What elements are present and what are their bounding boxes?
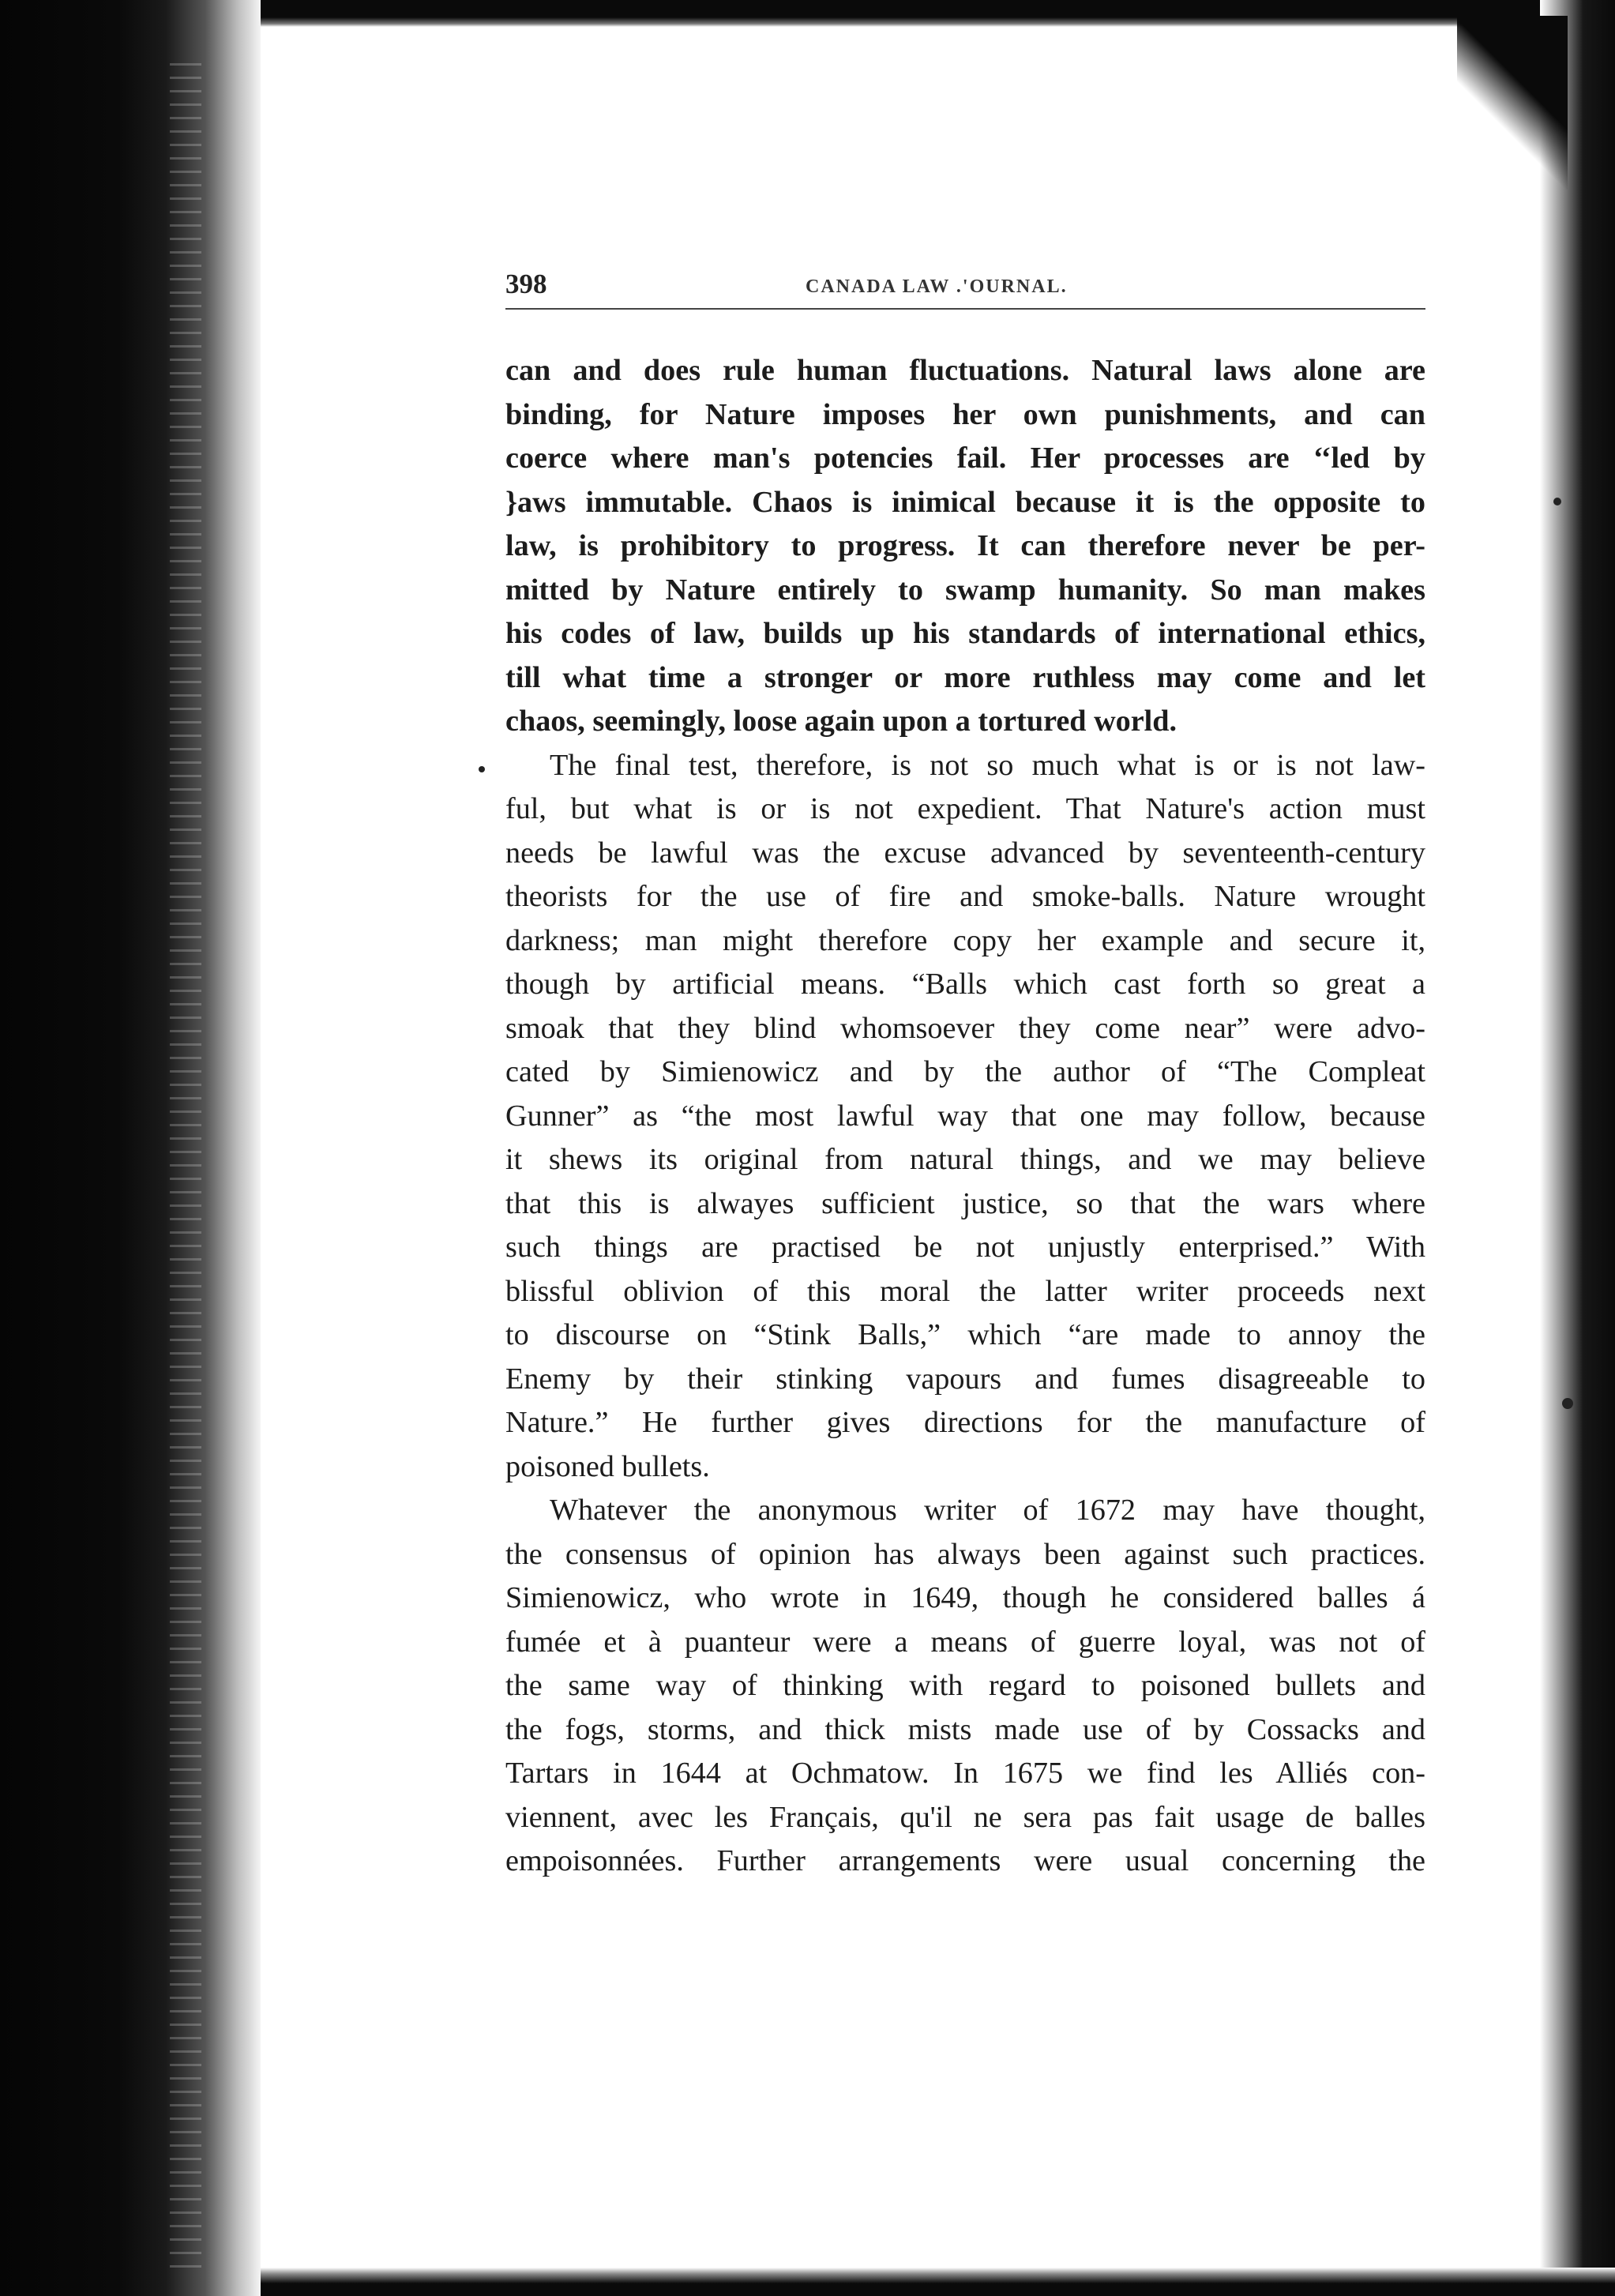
text-line: mitted by Nature entirely to swamp humanity. So man makes (505, 573, 1425, 607)
text-line: poisoned bullets. (505, 1449, 710, 1483)
text-line: to discourse on “Stink Balls,” which “are made to annoy the (505, 1318, 1425, 1351)
text-line: Simienowicz, who wrote in 1649, though he considered balles á (505, 1581, 1425, 1614)
text-line: Tartars in 1644 at Ochmatow. In 1675 we find les Alliés con- (505, 1757, 1425, 1790)
text-line: The final test, therefore, is not so much what is or is not law- (550, 748, 1425, 782)
paragraph-2 (505, 744, 1425, 1490)
book-page (505, 261, 1425, 1884)
text-line: Whatever the anonymous writer of 1672 may have thought, (550, 1494, 1425, 1527)
page-number: 398 (505, 269, 547, 299)
text-line: needs be lawful was the excuse advanced by seventeenth-century (505, 836, 1425, 870)
journal-title: CANADA LAW .'OURNAL. (806, 276, 1068, 297)
text-line: the same way of thinking with regard to poisoned bullets and (505, 1669, 1425, 1702)
text-line: darkness; man might therefore copy her example and secure it, (505, 923, 1425, 957)
scan-border-bottom (261, 2268, 1615, 2296)
text-line: binding, for Nature imposes her own punishments, and can (505, 397, 1425, 431)
text-line: his codes of law, builds up his standards of international ethics, (505, 617, 1425, 650)
text-line: theorists for the use of fire and smoke-balls. Nature wrought (505, 880, 1425, 913)
body-text (505, 349, 1425, 1884)
text-line: }aws immutable. Chaos is inimical because it is the opposite to (505, 485, 1425, 519)
text-line: law, is prohibitory to progress. It can therefore never be per- (505, 529, 1425, 562)
text-line: ful, but what is or is not expedient. That Nature's action must (505, 792, 1425, 825)
text-line: it shews its original from natural things, and we may believe (505, 1143, 1425, 1176)
text-line: coerce where man's potencies fail. Her processes are ‘‘led by (505, 442, 1425, 475)
text-line: fumée et à puanteur were a means of guerre loyal, was not of (505, 1625, 1425, 1659)
text-line: that this is alwayes sufficient justice, so that the wars where (505, 1186, 1425, 1220)
paragraph-1 (505, 349, 1425, 744)
text-line: cated by Simienowicz and by the author of “The Compleat (505, 1055, 1425, 1088)
text-line: blissful oblivion of this moral the latter writer proceeds next (505, 1274, 1425, 1308)
text-line: chaos, seemingly, loose again upon a tortured world. (505, 705, 1177, 738)
text-line: Enemy by their stinking vapours and fumes disagreeable to (505, 1362, 1425, 1396)
text-line: Gunner” as “the most lawful way that one may follow, because (505, 1099, 1425, 1133)
paragraph-3 (505, 1489, 1425, 1884)
text-line: Nature.” He further gives directions for the manufacture of (505, 1406, 1425, 1439)
scan-border-top (261, 0, 1615, 27)
text-line: the consensus of opinion has always been against such practices. (505, 1537, 1425, 1571)
text-line: till what time a stronger or more ruthless may come and let (505, 660, 1425, 694)
scan-speck (479, 766, 485, 772)
scan-border-left (0, 0, 261, 2296)
text-line: can and does rule human fluctuations. Natural laws alone are (505, 354, 1425, 387)
text-line: viennent, avec les Français, qu'il ne sera pas fait usage de balles (505, 1800, 1425, 1834)
text-line: empoisonnées. Further arrangements were usual concerning the (505, 1844, 1425, 1877)
scan-corner-shadow (1457, 16, 1568, 190)
scan-speck (1562, 1398, 1573, 1409)
text-line: smoak that they blind whomsoever they come near” were advo- (505, 1011, 1425, 1045)
scan-border-right (1540, 0, 1615, 2296)
scan-speck (1553, 498, 1561, 505)
text-line: such things are practised be not unjustly enterprised.” With (505, 1231, 1425, 1264)
text-line: though by artificial means. “Balls which cast forth so great a (505, 968, 1425, 1001)
running-head (505, 261, 1425, 310)
text-line: the fogs, storms, and thick mists made use of by Cossacks and (505, 1712, 1425, 1746)
